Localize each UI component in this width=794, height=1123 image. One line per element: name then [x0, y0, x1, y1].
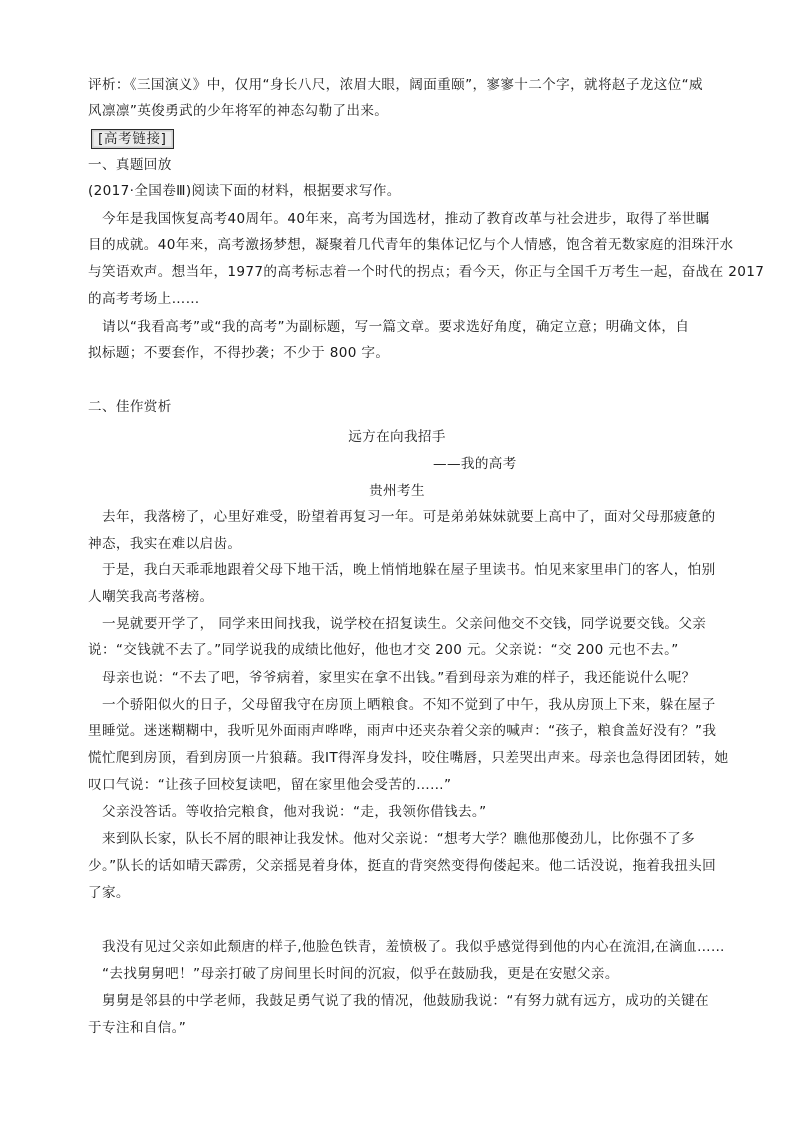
essay-line: 来到队长家，队长不屑的眼神让我发怵。他对父亲说：“想考大学？瞧他那傻劲儿，比你强不了多	[102, 831, 696, 847]
section-1-heading: 一、真题回放	[88, 157, 172, 173]
gaokao-link-badge: [高考链接]	[91, 129, 174, 149]
commentary-line-2: 风凛凛”英俊勇武的少年将军的神态勾勒了出来。	[88, 103, 389, 119]
essay-line: 去年，我落榜了，心里好难受，盼望着再复习一年。可是弟弟妹妹就要上高中了，面对父母那疲惫的	[102, 509, 716, 525]
material-line: 与笑语欢声。想当年，1977的高考标志着一个时代的拐点；看今天，你正与全国千万考生一起，奋战在 2017	[88, 264, 765, 280]
essay-line: 母亲也说：“不去了吧，爷爷病着，家里实在拿不出钱。”看到母亲为难的样子，我还能说什么呢？	[102, 670, 696, 686]
essay-line: 于专注和自信。”	[88, 1020, 187, 1036]
requirement-line: 拟标题；不要套作，不得抄袭；不少于 800 字。	[88, 345, 390, 361]
essay-line: 叹口气说：“让孩子回校复读吧，留在家里他会受苦的……”	[88, 777, 452, 793]
essay-author: 贵州考生	[369, 483, 425, 499]
material-line: 的高考考场上……	[88, 291, 200, 307]
essay-line: 我没有见过父亲如此颓唐的样子,他脸色铁青，羞愤极了。我似乎感觉得到他的内心在流泪,在滴血……	[102, 939, 725, 955]
essay-title: 远方在向我招手	[348, 429, 446, 445]
essay-line: 舅舅是邻县的中学老师，我鼓足勇气说了我的情况，他鼓励我说：“有努力就有远方，成功的关键在	[102, 993, 709, 1009]
essay-line: 慌忙爬到房顶，看到房顶一片狼藉。我IT得浑身发抖，咬住嘴唇，只差哭出声来。母亲也急得团团转，她	[88, 750, 729, 766]
exam-source-line: (2017·全国卷Ⅲ)阅读下面的材料，根据要求写作。	[88, 183, 401, 199]
requirement-line: 请以“我看高考”或“我的高考”为副标题，写一篇文章。要求选好角度，确定立意；明确文体，自	[102, 319, 690, 335]
essay-line: 里睡觉。迷迷糊糊中，我听见外面雨声哗哗，雨声中还夹杂着父亲的喊声：“孩子，粮食盖好没有？”我	[88, 723, 717, 739]
essay-subtitle: ——我的高考	[433, 456, 517, 472]
essay-line: “去找舅舅吧！”母亲打破了房间里长时间的沉寂，似乎在鼓励我，更是在安慰父亲。	[102, 966, 619, 982]
essay-line: 了家。	[88, 885, 130, 901]
commentary-line-1: 评析：《三国演义》中，仅用“身长八尺，浓眉大眼，阔面重颐”，寥寥十二个字，就将赵子龙这位“威	[88, 77, 703, 93]
essay-line: 父亲没答话。等收拾完粮食，他对我说：“走，我领你借钱去。”	[102, 804, 487, 820]
section-2-heading: 二、佳作赏析	[88, 399, 172, 415]
material-line: 目的成就。40年来，高考激扬梦想，凝聚着几代青年的集体记忆与个人情感，饱含着无数家庭的泪珠汗水	[88, 237, 734, 253]
essay-line: 说：“交钱就不去了。”同学说我的成绩比他好，他也才交 200 元。父亲说：“交 200 元也不去。”	[88, 642, 679, 658]
material-line: 今年是我国恢复高考40周年。40年来，高考为国选材，推动了教育改革与社会进步，取得了举世瞩	[102, 211, 710, 227]
essay-line: 一个骄阳似火的日子，父母留我守在房顶上晒粮食。不知不觉到了中午，我从房顶上下来，躲在屋子	[102, 697, 716, 713]
essay-line: 一晃就要开学了， 同学来田间找我，说学校在招复读生。父亲问他交不交钱，同学说要交钱。父亲	[102, 616, 707, 632]
essay-line: 人嘲笑我高考落榜。	[88, 589, 214, 605]
essay-line: 神态，我实在难以启齿。	[88, 536, 242, 552]
essay-line: 少。”队长的话如晴天霹雳，父亲摇晃着身体，挺直的背突然变得佝偻起来。他二话没说，拖着我扭头回	[88, 858, 717, 874]
essay-line: 于是，我白天乖乖地跟着父母下地干活，晚上悄悄地躲在屋子里读书。怕见来家里串门的客人，怕别	[102, 562, 716, 578]
